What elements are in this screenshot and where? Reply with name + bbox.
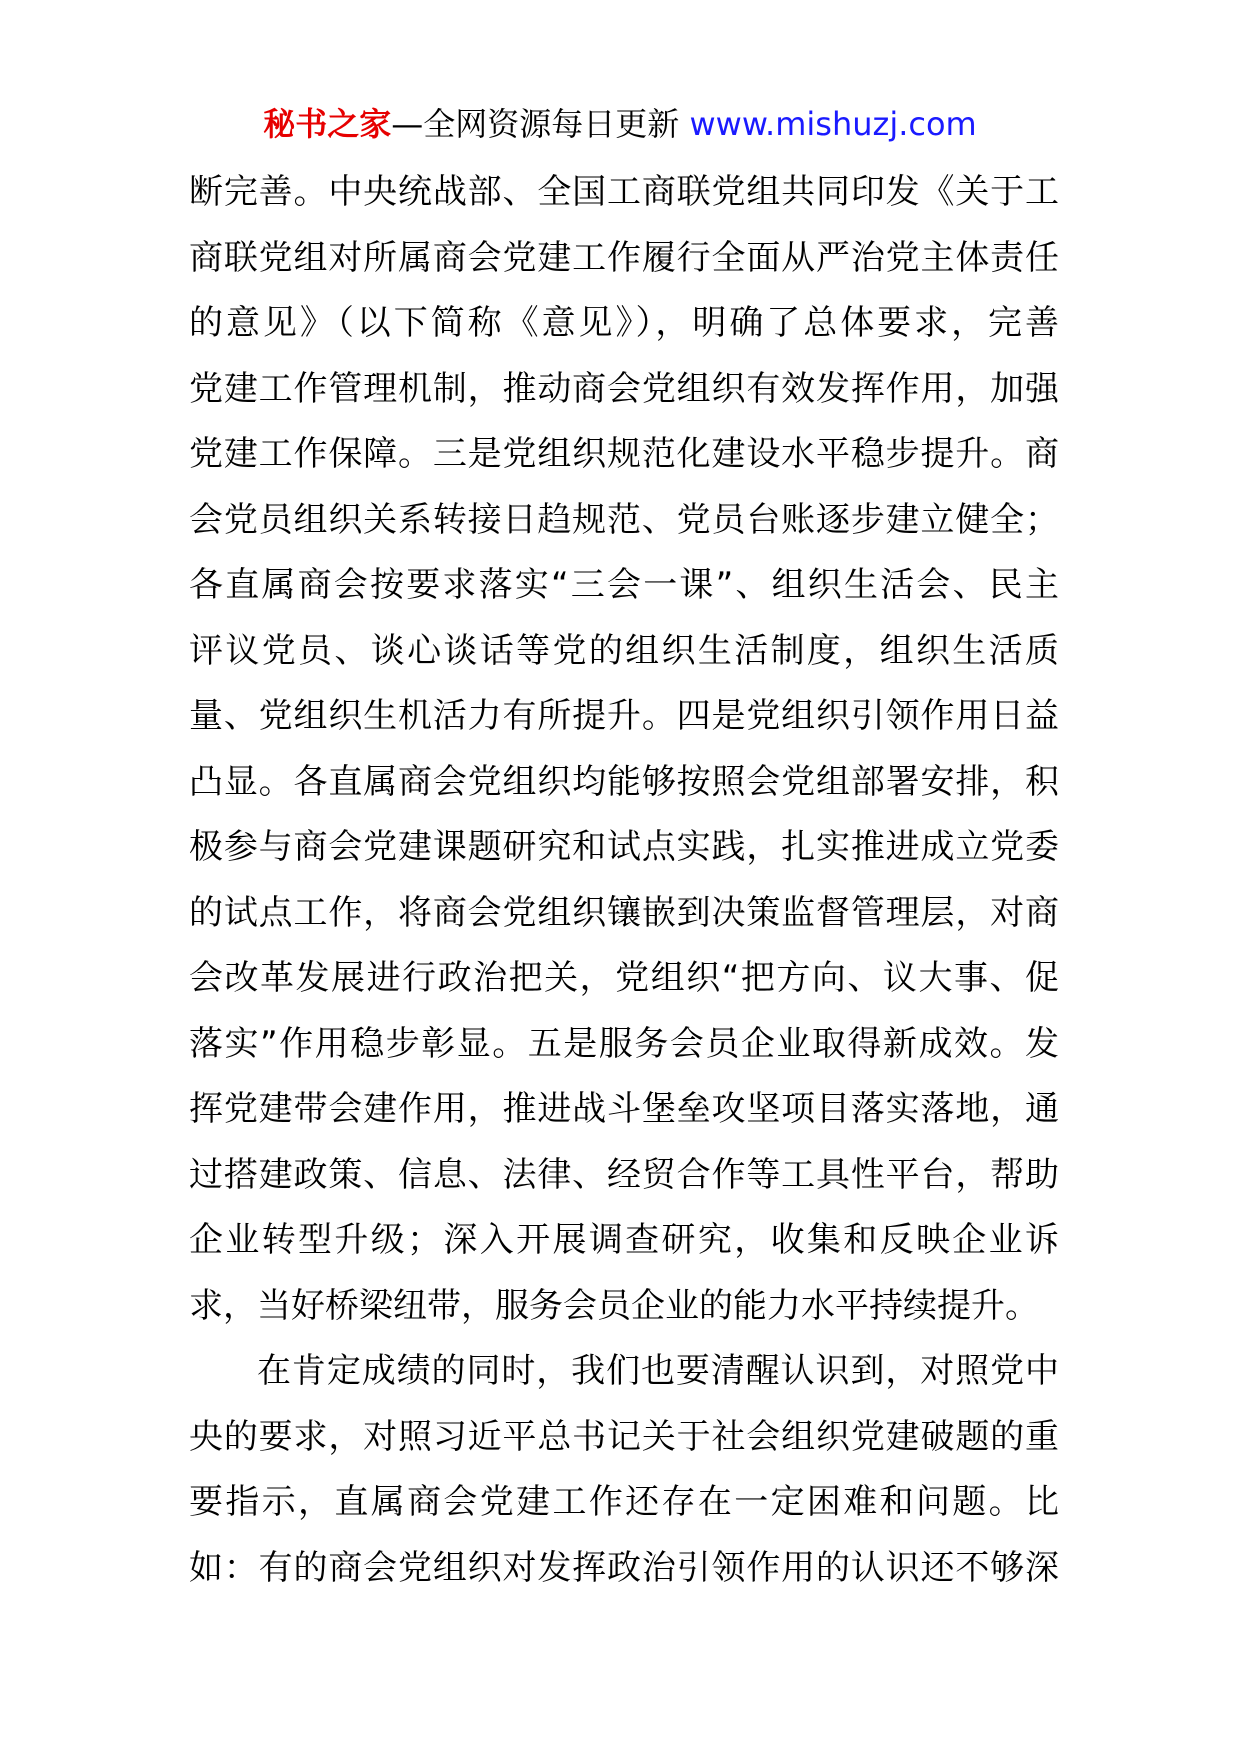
text-line: 挥党建带会建作用，推进战斗堡垒攻坚项目落实落地，通	[189, 1089, 1059, 1129]
text-line: 断完善。中央统战部、全国工商联党组共同印发《关于工	[189, 172, 1059, 212]
text-line: 在肯定成绩的同时，我们也要清醒认识到，对照党中	[257, 1351, 1059, 1391]
text-line: 党建工作保障。三是党组织规范化建设水平稳步提升。商	[189, 434, 1059, 474]
text-line: 党建工作管理机制，推动商会党组织有效发挥作用，加强	[189, 368, 1059, 409]
text-line: 极参与商会党建课题研究和试点实践，扎实推进成立党委	[189, 827, 1059, 867]
text-line: 如：有的商会党组织对发挥政治引领作用的认识还不够深	[189, 1547, 1059, 1588]
text-line: 落实”作用稳步彰显。五是服务会员企业取得新成效。发	[189, 1023, 1059, 1064]
text-line: 评议党员、谈心谈话等党的组织生活制度，组织生活质	[189, 630, 1059, 671]
text-line: 要指示，直属商会党建工作还存在一定困难和问题。比	[189, 1482, 1059, 1522]
text-line: 过搭建政策、信息、法律、经贸合作等工具性平台，帮助	[189, 1154, 1059, 1195]
paragraph-1	[189, 160, 1059, 1339]
text-line: 的意见》（以下简称《意见》），明确了总体要求，完善	[189, 303, 1059, 343]
text-line: 求，当好桥梁纽带，服务会员企业的能力水平持续提升。	[189, 1285, 1039, 1326]
text-line: 会党员组织关系转接日趋规范、党员台账逐步建立健全；	[189, 499, 1059, 540]
brand-name: 秘书之家	[263, 105, 392, 143]
text-line: 量、党组织生机活力有所提升。四是党组织引领作用日益	[189, 696, 1059, 736]
text-line: 企业转型升级；深入开展调查研究，收集和反映企业诉	[189, 1220, 1059, 1260]
site-url[interactable]: www.mishuzj.com	[689, 105, 977, 143]
text-line: 的试点工作，将商会党组织镶嵌到决策监督管理层，对商	[189, 892, 1059, 933]
paragraph-2	[189, 1339, 1059, 1601]
page-header	[0, 100, 1240, 148]
text-line: 商联党组对所属商会党建工作履行全面从严治党主体责任	[189, 237, 1059, 278]
text-line: 各直属商会按要求落实“三会一课”、组织生活会、民主	[189, 565, 1059, 605]
text-line: 凸显。各直属商会党组织均能够按照会党组部署安排，积	[189, 761, 1059, 802]
text-line: 会改革发展进行政治把关，党组织“把方向、议大事、促	[189, 958, 1059, 998]
document-body	[189, 160, 1059, 1601]
header-tagline: —全网资源每日更新	[391, 105, 680, 143]
text-line: 央的要求，对照习近平总书记关于社会组织党建破题的重	[189, 1416, 1059, 1457]
